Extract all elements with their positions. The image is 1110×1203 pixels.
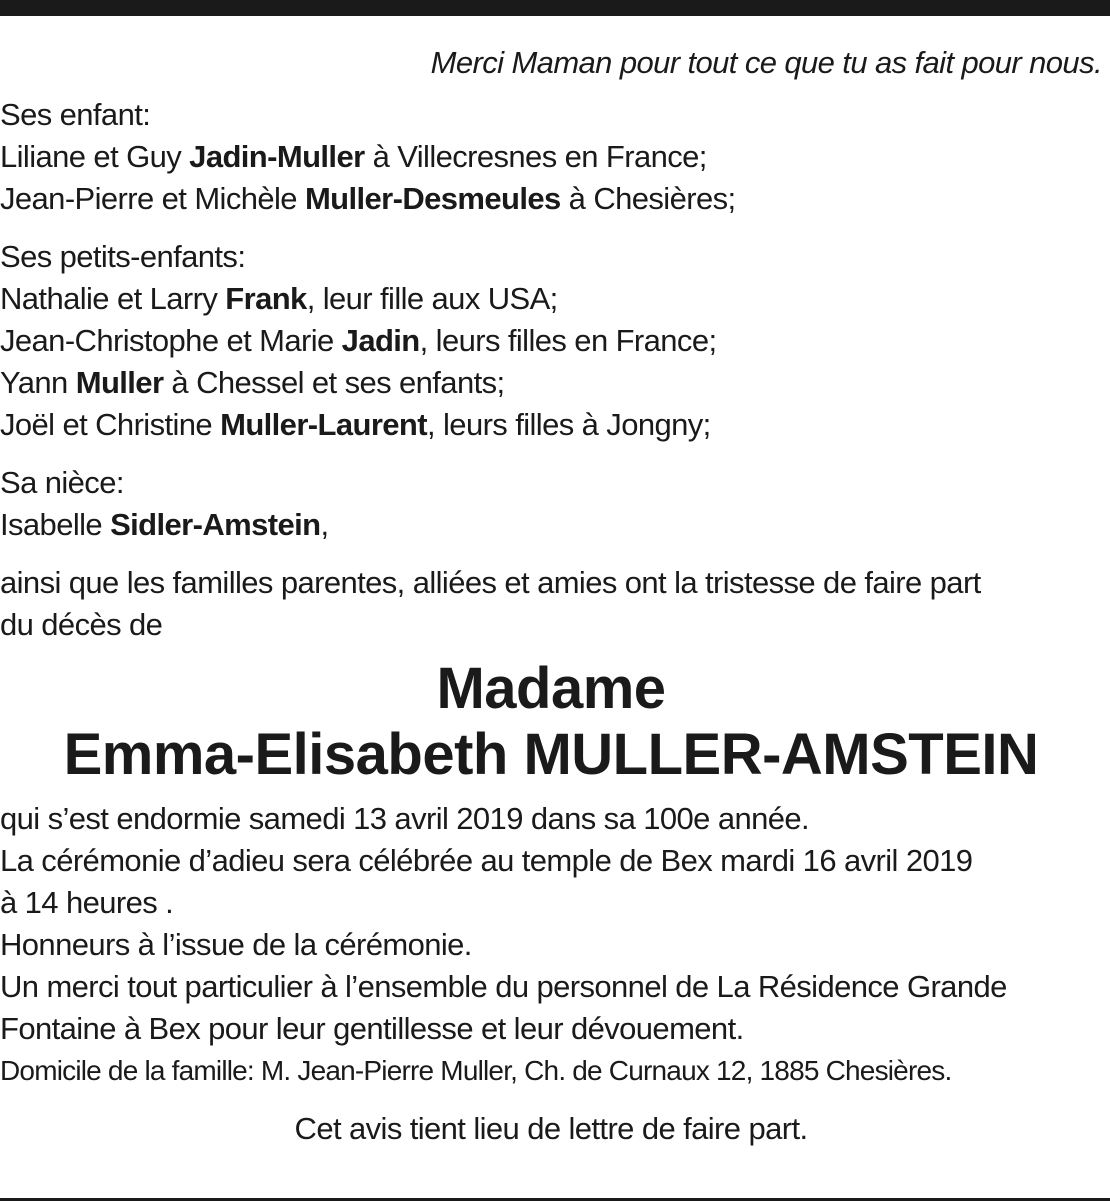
details-line: Un merci tout particulier à l’ensemble du personnel de La Résidence Grande xyxy=(0,969,1007,1004)
announcement-line: du décès de xyxy=(0,607,163,642)
announcement-line: ainsi que les familles parentes, alliées et amies ont la tristesse de faire part xyxy=(0,565,981,600)
grandchildren-line: Nathalie et Larry Frank, leur fille aux USA; xyxy=(0,281,558,316)
details-line: Honneurs à l’issue de la cérémonie. xyxy=(0,927,472,962)
grandchildren-line: Yann Muller à Chessel et ses enfants; xyxy=(0,365,505,400)
bottom-rule xyxy=(0,1198,1110,1201)
details-line: Fontaine à Bex pour leur gentillesse et leur dévouement. xyxy=(0,1011,744,1046)
deceased-title: Madame xyxy=(436,656,666,721)
top-rule xyxy=(0,0,1110,16)
grandchildren-heading: Ses petits-enfants: xyxy=(0,239,246,274)
details-line: à 14 heures . xyxy=(0,885,174,920)
niece-heading: Sa nièce: xyxy=(0,465,124,500)
grandchildren-line: Joël et Christine Muller-Laurent, leurs filles à Jongny; xyxy=(0,407,711,442)
children-line: Jean-Pierre et Michèle Muller-Desmeules à Chesières; xyxy=(0,181,736,216)
closing-note: Cet avis tient lieu de lettre de faire part. xyxy=(294,1111,808,1146)
grandchildren-line: Jean-Christophe et Marie Jadin, leurs filles en France; xyxy=(0,323,717,358)
domicile: Domicile de la famille: M. Jean-Pierre Muller, Ch. de Curnaux 12, 1885 Chesières. xyxy=(0,1055,952,1086)
dedication: Merci Maman pour tout ce que tu as fait pour nous. xyxy=(430,45,1102,80)
details-line: La cérémonie d’adieu sera célébrée au temple de Bex mardi 16 avril 2019 xyxy=(0,843,973,878)
death-notice xyxy=(0,42,1102,1150)
deceased-name: Emma-Elisabeth MULLER-AMSTEIN xyxy=(63,722,1039,787)
niece-line: Isabelle Sidler-Amstein, xyxy=(0,507,329,542)
details-line: qui s’est endormie samedi 13 avril 2019 dans sa 100e année. xyxy=(0,801,810,836)
children-line: Liliane et Guy Jadin-Muller à Villecresnes en France; xyxy=(0,139,707,174)
children-heading: Ses enfant: xyxy=(0,97,151,132)
